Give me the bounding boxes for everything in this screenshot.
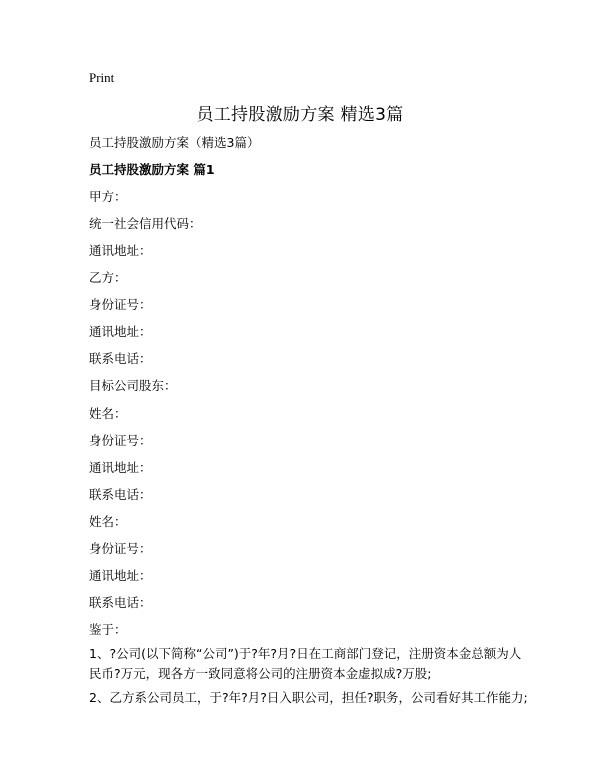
field-whereas: 鉴于：	[89, 622, 127, 637]
field-credit-code: 统一社会信用代码：	[89, 216, 202, 231]
field-id-number-b: 身份证号：	[89, 297, 152, 312]
paragraph-1: 1、?公司(以下简称“公司”)于?年?月?日在工商部门登记，注册资本金总额为人民币?万元，现各方一致同意将公司的注册资本金虚拟成?万股;	[89, 646, 522, 681]
field-address-b: 通讯地址：	[89, 324, 152, 339]
field-phone-b: 联系电话：	[89, 351, 152, 366]
field-party-a: 甲方：	[89, 189, 127, 204]
paragraph-2: 2、乙方系公司员工，于?年?月?日入职公司，担任?职务，公司看好其工作能力;	[89, 690, 528, 705]
field-target-shareholders: 目标公司股东：	[89, 378, 177, 393]
field-address-a: 通讯地址：	[89, 243, 152, 258]
field-phone-2: 联系电话：	[89, 595, 152, 610]
document-title: 员工持股激励方案 精选3篇	[196, 105, 404, 125]
field-name-1: 姓名：	[89, 406, 127, 421]
field-name-2: 姓名：	[89, 514, 127, 529]
print-label: Print	[89, 70, 115, 85]
field-phone-1: 联系电话：	[89, 487, 152, 502]
section-heading: 员工持股激励方案 篇1	[89, 162, 215, 177]
field-id-number-1: 身份证号：	[89, 433, 152, 448]
field-address-1: 通讯地址：	[89, 460, 152, 475]
field-id-number-2: 身份证号：	[89, 541, 152, 556]
field-party-b: 乙方：	[89, 270, 127, 285]
document-subtitle: 员工持股激励方案（精选3篇）	[89, 135, 260, 150]
field-address-2: 通讯地址：	[89, 568, 152, 583]
